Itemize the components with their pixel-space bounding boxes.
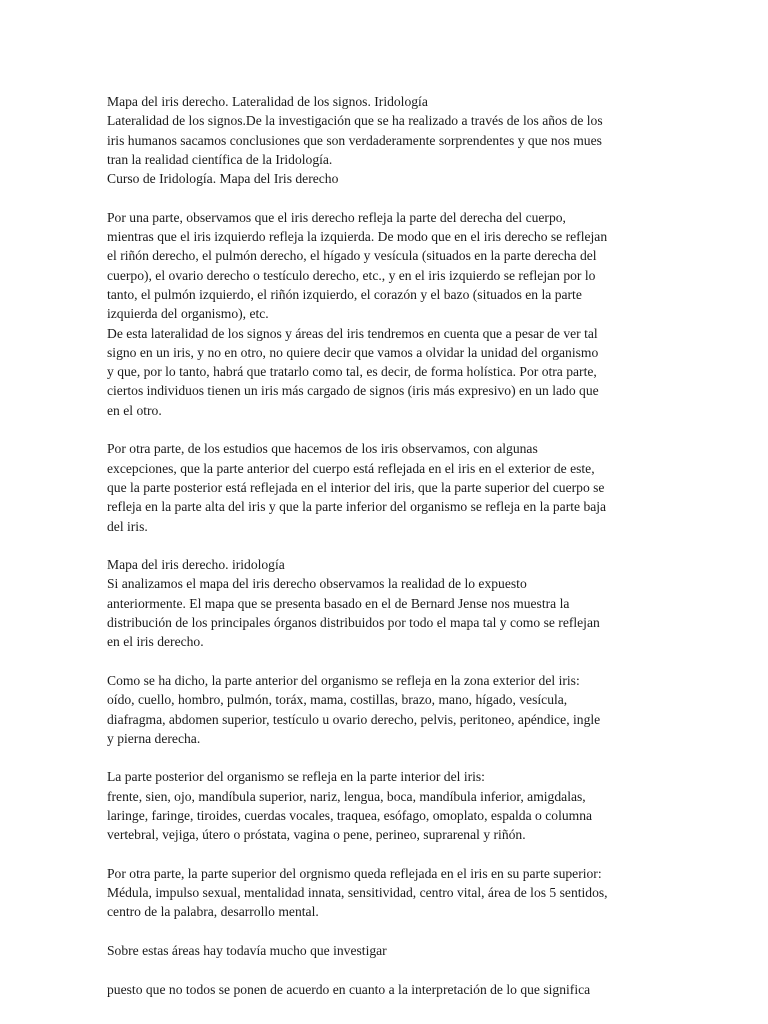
text-line: ciertos individuos tienen un iris más cargado de signos (iris más expresivo) en un lado que: [107, 383, 599, 399]
paragraph-gap: [107, 960, 667, 979]
text-line: distribución de los principales órganos distribuidos por todo el mapa tal y como se reflejan: [107, 615, 600, 631]
paragraph-gap: [107, 845, 667, 864]
text-line: Por otra parte, la parte superior del orgnismo queda reflejada en el iris en su parte superior:: [107, 865, 602, 881]
paragraph-gap: [107, 536, 667, 555]
text-line: mientras que el iris izquierdo refleja la izquierda. De modo que en el iris derecho se reflejan: [107, 229, 608, 245]
text-line: oído, cuello, hombro, pulmón, toráx, mama, costillas, brazo, mano, hígado, vesícula,: [107, 692, 568, 708]
text-line: iris humanos sacamos conclusiones que son verdaderamente sorprendentes y que nos mues: [107, 132, 602, 148]
text-line: Sobre estas áreas hay todavía mucho que investigar: [107, 943, 387, 959]
text-line: y pierna derecha.: [107, 730, 201, 746]
text-line: Por otra parte, de los estudios que hacemos de los iris observamos, con algunas: [107, 441, 538, 457]
paragraph-estudios: [107, 439, 667, 535]
text-line: y que, por lo tanto, habrá que tratarlo como tal, es decir, de forma holística. Por otra parte,: [107, 364, 597, 380]
text-line: tran la realidad científica de la Iridología.: [107, 151, 333, 167]
text-line: izquierda del organismo), etc.: [107, 306, 269, 322]
text-line: Lateralidad de los signos.De la investigación que se ha realizado a través de los años de los: [107, 113, 603, 129]
document-title: Mapa del iris derecho. Lateralidad de los signos. Iridología: [107, 94, 428, 109]
text-line: centro de la palabra, desarrollo mental.: [107, 904, 319, 920]
paragraph-gap: [107, 420, 667, 439]
paragraph-gap: [107, 188, 667, 207]
text-line: signo en un iris, y no en otro, no quiere decir que vamos a olvidar la unidad del organismo: [107, 344, 599, 360]
paragraph-gap: [107, 652, 667, 671]
document-body: [107, 92, 667, 999]
paragraph-parte-posterior: [107, 767, 667, 844]
text-line: puesto que no todos se ponen de acuerdo en cuanto a la interpretación de lo que significa: [107, 981, 591, 997]
paragraph-intro: [107, 92, 667, 188]
paragraph-gap: [107, 922, 667, 941]
text-line: frente, sien, ojo, mandíbula superior, nariz, lengua, boca, mandíbula inferior, amigdalas,: [107, 788, 586, 804]
text-line: Por una parte, observamos que el iris derecho refleja la parte del derecha del cuerpo,: [107, 209, 566, 225]
paragraph-mapa: [107, 555, 667, 651]
text-line: De esta lateralidad de los signos y áreas del iris tendremos en cuenta que a pesar de ver tal: [107, 325, 598, 341]
text-line: en el otro.: [107, 402, 162, 418]
text-line: vertebral, vejiga, útero o próstata, vagina o pene, perineo, suprarenal y riñón.: [107, 827, 526, 843]
text-line: anteriormente. El mapa que se presenta basado en el de Bernard Jense nos muestra la: [107, 595, 570, 611]
text-line: Si analizamos el mapa del iris derecho observamos la realidad de lo expuesto: [107, 576, 527, 592]
text-line: tanto, el pulmón izquierdo, el riñón izquierdo, el corazón y el bazo (situados en la parte: [107, 286, 582, 302]
text-line: diafragma, abdomen superior, testículo u ovario derecho, pelvis, peritoneo, apéndice, ingle: [107, 711, 601, 727]
text-line: del iris.: [107, 518, 148, 534]
course-heading: Curso de Iridología. Mapa del Iris derecho: [107, 171, 339, 187]
text-line: Como se ha dicho, la parte anterior del organismo se refleja en la zona exterior del iris:: [107, 672, 580, 688]
text-line: que la parte posterior está reflejada en el interior del iris, que la parte superior del cuerpo se: [107, 479, 605, 495]
text-line: laringe, faringe, tiroides, cuerdas vocales, traquea, esófago, omoplato, espalda o columna: [107, 807, 593, 823]
paragraph-parte-anterior: [107, 671, 667, 748]
paragraph-gap: [107, 748, 667, 767]
text-line: el riñón derecho, el pulmón derecho, el hígado y vesícula (situados en la parte derecha del: [107, 248, 597, 264]
paragraph-lateralidad: [107, 208, 667, 420]
paragraph-parte-superior: [107, 864, 667, 922]
text-line: refleja en la parte alta del iris y que la parte inferior del organismo se refleja en la parte baja: [107, 499, 607, 515]
text-line: en el iris derecho.: [107, 634, 204, 650]
paragraph-interpretacion: [107, 980, 667, 999]
paragraph-investigar: [107, 941, 667, 960]
text-line: La parte posterior del organismo se refleja en la parte interior del iris:: [107, 769, 485, 785]
section-heading: Mapa del iris derecho. iridología: [107, 557, 285, 573]
text-line: Médula, impulso sexual, mentalidad innata, sensitividad, centro vital, área de los 5 sentidos,: [107, 885, 608, 901]
text-line: cuerpo), el ovario derecho o testículo derecho, etc., y en el iris izquierdo se reflejan por lo: [107, 267, 596, 283]
text-line: excepciones, que la parte anterior del cuerpo está reflejada en el iris en el exterior de este,: [107, 460, 595, 476]
